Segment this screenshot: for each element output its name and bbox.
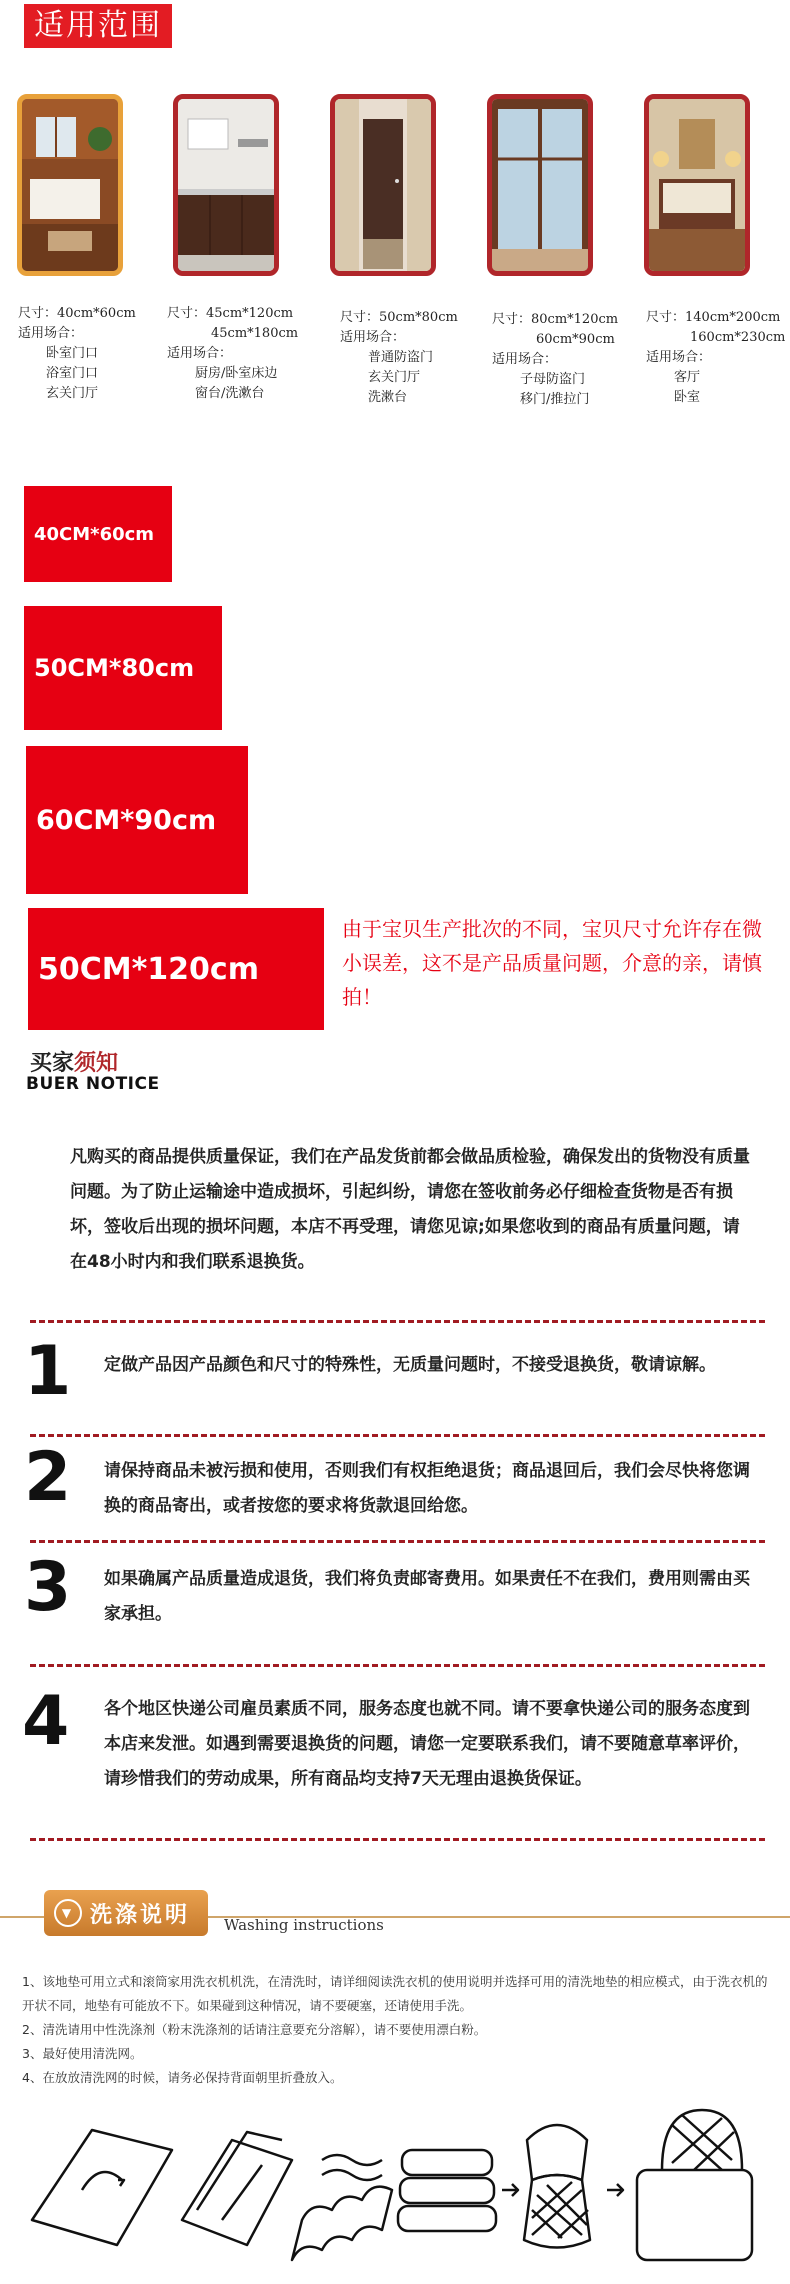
notice-number-1: 1 (24, 1332, 72, 1411)
spec-size: 尺寸：50cm*80cm (340, 310, 458, 325)
spec-use-label: 适用场合： (340, 330, 406, 345)
notice-title-red: 须知 (74, 1051, 119, 1076)
spec-use-label: 适用场合： (167, 346, 233, 361)
spec-use: 卧室门口 (46, 346, 99, 361)
laundry-net-icon (524, 2125, 590, 2248)
spec-use: 厨房/卧室床边 (195, 366, 278, 381)
spec-size: 尺寸：80cm*120cm (492, 312, 619, 327)
spec-use-label: 适用场合： (18, 326, 84, 341)
spec-use: 浴室门口 (46, 366, 99, 381)
spec-sliding-door (492, 310, 618, 410)
entrance-photo (330, 94, 436, 276)
spec-size: 尺寸：40cm*60cm (18, 306, 136, 321)
notice-title-en: BUER NOTICE (26, 1074, 160, 1094)
kitchen-photo (173, 94, 279, 276)
notice-title (30, 1046, 118, 1077)
notice-number-3: 3 (24, 1548, 72, 1627)
notice-number-4: 4 (22, 1682, 70, 1761)
washing-badge (44, 1890, 208, 1936)
spec-use: 移门/推拉门 (520, 392, 590, 407)
spec-use-label: 适用场合： (646, 350, 712, 365)
spec-use: 洗漱台 (368, 390, 408, 405)
size-tolerance-note: 由于宝贝生产批次的不同，宝贝尺寸允许存在微小误差，这不是产品质量问题，介意的亲，请慎拍！ (342, 917, 762, 1009)
divider (30, 1664, 765, 1667)
divider (30, 1540, 765, 1543)
notice-item-3: 如果确属产品质量造成退货，我们将负责邮寄费用。如果责任不在我们，费用则需由买家承担。 (104, 1569, 750, 1624)
spec-size-extra: 45cm*180cm (211, 326, 299, 341)
size-label: 60CM*90cm (36, 804, 217, 836)
washing-line: 2、清洗请用中性洗涤剂（粉末洗涤剂的话请注意要充分溶解），请不要使用漂白粉。 (22, 2022, 487, 2037)
size-label: 50CM*80cm (34, 654, 195, 682)
folding-steps-illustration (22, 2070, 778, 2270)
spec-size-extra: 60cm*90cm (536, 332, 615, 347)
rolled-mat-icon (292, 2155, 392, 2260)
size-label: 50CM*120cm (38, 951, 259, 987)
size-box-50x120 (28, 908, 324, 1030)
spec-use: 玄关门厅 (368, 370, 421, 385)
notice-item-2: 请保持商品未被污损和使用，否则我们有权拒绝退货；商品退回后，我们会尽快将您调换的商品寄出，或者按您的要求将货款退回给您。 (104, 1461, 750, 1516)
washing-machine-icon (637, 2110, 752, 2260)
folded-mat-icon (182, 2132, 292, 2245)
spec-bathroom (18, 304, 136, 404)
spec-size-extra: 160cm*230cm (690, 330, 786, 345)
spec-use: 普通防盗门 (368, 350, 434, 365)
spec-use: 玄关门厅 (46, 386, 99, 401)
spec-use: 卧室 (674, 390, 701, 405)
bedroom-photo (644, 94, 750, 276)
washing-line: 4、在放放清洗网的时候，请务必保持背面朝里折叠放入。 (22, 2070, 343, 2085)
spec-size: 尺寸：140cm*200cm (646, 310, 781, 325)
washing-line: 3、最好使用清洗网。 (22, 2046, 143, 2061)
spec-bedroom (646, 308, 785, 408)
divider (30, 1838, 765, 1841)
spec-entrance (340, 308, 458, 408)
notice-number-2: 2 (24, 1438, 72, 1517)
spec-use: 客厅 (674, 370, 701, 385)
sliding-door-photo (487, 94, 593, 276)
size-box-40x60 (24, 486, 172, 582)
notice-title-black: 买家 (30, 1051, 75, 1076)
bathroom-photo (17, 94, 123, 276)
notice-intro: 凡购买的商品提供质量保证，我们在产品发货前都会做品质检验，确保发出的货物没有质量问题。为了防止运输途中造成损坏，引起纠纷，请您在签收前务必仔细检查货物是否有损坏，签收后出现的损坏问题，本店不再受理，请您见谅;如果您收到的商品有质量问题，请在48小时内和我们联系退换货。 (70, 1147, 750, 1272)
washing-title: 洗涤说明 (90, 1902, 191, 1928)
divider (30, 1434, 765, 1437)
spec-size: 尺寸：45cm*120cm (167, 306, 294, 321)
flat-mat-icon (32, 2130, 172, 2245)
scope-title: 适用范围 (24, 4, 172, 48)
spec-use-label: 适用场合： (492, 352, 558, 367)
size-label: 40CM*60cm (34, 523, 155, 545)
stacked-mat-icon (398, 2150, 496, 2231)
washing-line: 1、该地垫可用立式和滚筒家用洗衣机机洗，在清洗时，请详细阅读洗衣机的使用说明并选择可用的清洗地垫的相应模式，由于洗衣机的开状不同，地垫有可能放不下。如果碰到这种情况，请不要硬塞，还请使用手洗。 (22, 1974, 768, 2013)
spec-use: 子母防盗门 (520, 372, 586, 387)
notice-item-4: 各个地区快递公司雇员素质不同，服务态度也就不同。请不要拿快递公司的服务态度到本店来发泄。如遇到需要退换货的问题，请您一定要联系我们，请不要随意草率评价，请珍惜我们的劳动成果，所有商品均支持7天无理由退换货保证。 (104, 1699, 750, 1789)
chevron-down-icon: ▼ (54, 1899, 82, 1927)
notice-item-1: 定做产品因产品颜色和尺寸的特殊性，无质量问题时，不接受退换货，敬请谅解。 (104, 1355, 716, 1375)
washing-title-en: Washing instructions (224, 1916, 384, 1934)
size-box-50x80 (24, 606, 222, 730)
spec-use: 窗台/洗漱台 (195, 386, 265, 401)
spec-kitchen (167, 304, 298, 404)
size-box-60x90 (26, 746, 248, 894)
divider (30, 1320, 765, 1323)
